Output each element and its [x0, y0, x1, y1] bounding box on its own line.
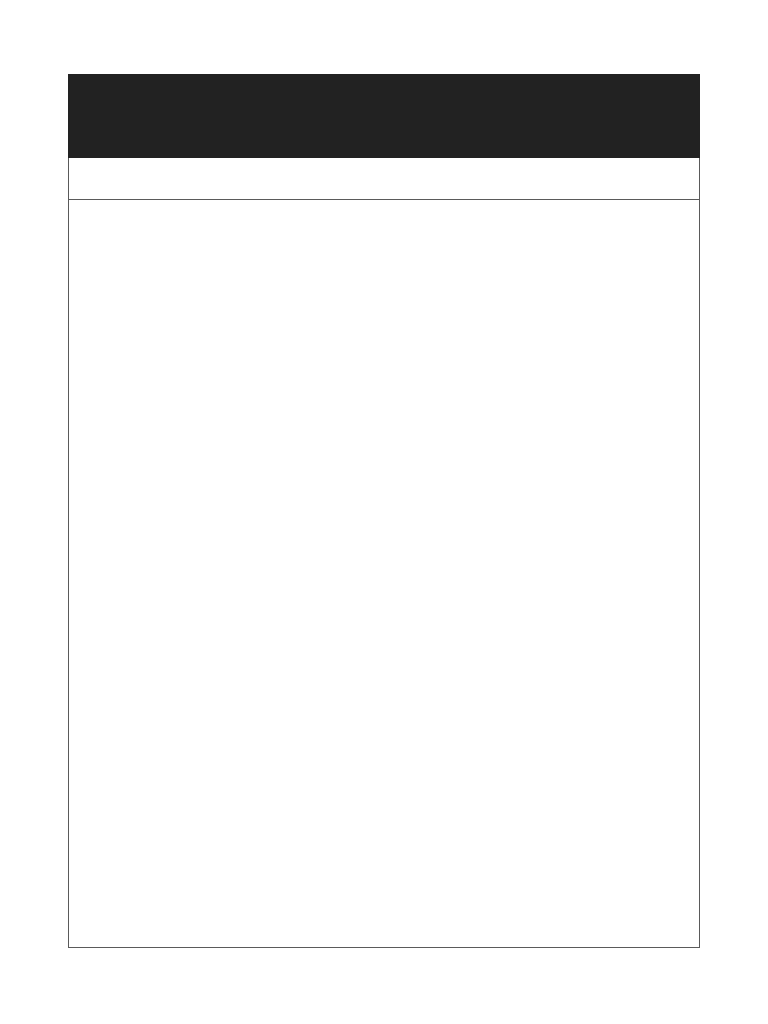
title-band	[68, 74, 700, 158]
key-assumptions-worksheet	[68, 74, 700, 948]
concept-name-row[interactable]	[69, 158, 699, 200]
